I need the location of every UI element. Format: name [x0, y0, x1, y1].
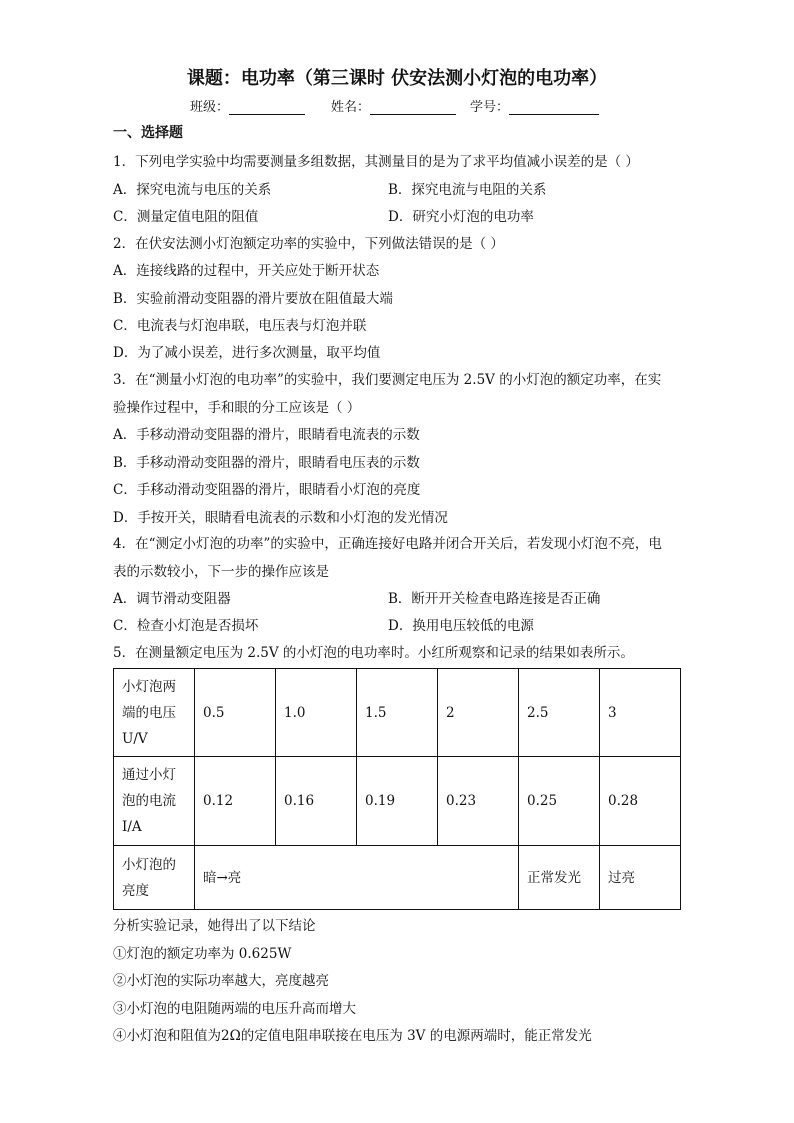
class-field: [190, 96, 305, 115]
name-blank: [370, 100, 456, 115]
voltage-header-line1: 小灯泡两: [122, 678, 176, 695]
voltage-cell: 1.0: [276, 669, 357, 757]
q5-conclusion-4: ④小灯泡和阻值为2Ω的定值电阻串联接在电压为 3V 的电源两端时，能正常发光: [113, 1028, 592, 1044]
voltage-header-line2: 端的电压: [122, 704, 176, 721]
class-label: 班级：: [190, 100, 230, 115]
q5-conclusion-3: ③小灯泡的电阻随两端的电压升高而增大: [113, 1001, 356, 1017]
name-label: 姓名：: [331, 100, 371, 115]
current-header-line2: 泡的电流: [122, 793, 176, 809]
brightness-header: [114, 846, 195, 910]
current-cell: 0.16: [276, 757, 357, 846]
table-row-voltage: [114, 669, 681, 757]
q3-option-b: B．手移动滑动变阻器的滑片，眼睛看电压表的示数: [113, 455, 420, 471]
voltage-cell: 2.5: [519, 669, 600, 757]
q1-option-c: C．测量定值电阻的阻值: [113, 209, 259, 225]
current-cell: 0.28: [600, 757, 681, 846]
q4-option-d: D．换用电压较低的电源: [388, 618, 534, 634]
voltage-header-line3: U/V: [122, 730, 148, 747]
name-field: [331, 96, 456, 115]
q5-conclusion-2: ②小灯泡的实际功率越大，亮度越亮: [113, 973, 329, 989]
q5-conclusion-1: ①灯泡的额定功率为 0.625W: [113, 946, 292, 962]
q3-option-c: C．手移动滑动变阻器的滑片，眼睛看小灯泡的亮度: [113, 482, 421, 498]
q1-option-a: A．探究电流与电压的关系: [113, 182, 272, 198]
brightness-over-cell: 过亮: [600, 846, 681, 910]
q1-option-d: D．研究小灯泡的电功率: [388, 209, 534, 225]
number-label: 学号：: [470, 100, 510, 115]
table-row-brightness: [114, 846, 681, 910]
q1-option-b: B．探究电流与电阻的关系: [388, 182, 547, 198]
number-field: [470, 96, 599, 115]
voltage-cell: 3: [600, 669, 681, 757]
current-cell: 0.19: [357, 757, 438, 846]
voltage-header: [114, 669, 195, 757]
q1-stem: 1．下列电学实验中均需要测量多组数据，其测量目的是为了求平均值减小误差的是（ ）: [113, 154, 639, 170]
q4-stem-line2: 表的示数较小，下一步的操作应该是: [113, 564, 329, 580]
page-title: 课题：电功率（第三课时 伏安法测小灯泡的电功率）: [186, 68, 608, 89]
voltage-cell: 2: [438, 669, 519, 757]
current-header-line3: I/A: [122, 819, 142, 835]
voltage-cell: 0.5: [195, 669, 276, 757]
q3-option-d: D．手按开关，眼睛看电流表的示数和小灯泡的发光情况: [113, 510, 448, 526]
q2-option-b: B．实验前滑动变阻器的滑片要放在阻值最大端: [113, 291, 393, 307]
q2-option-d: D．为了减小误差，进行多次测量，取平均值: [113, 345, 381, 361]
voltage-cell: 1.5: [357, 669, 438, 757]
current-cell: 0.25: [519, 757, 600, 846]
q2-option-c: C．电流表与灯泡串联，电压表与灯泡并联: [113, 318, 367, 334]
q3-option-a: A．手移动滑动变阻器的滑片，眼睛看电流表的示数: [113, 427, 420, 443]
current-cell: 0.23: [438, 757, 519, 846]
brightness-normal-cell: 正常发光: [519, 846, 600, 910]
q3-stem-line2: 验操作过程中，手和眼的分工应该是（ ）: [113, 400, 361, 416]
q4-option-a: A．调节滑动变阻器: [113, 591, 231, 607]
section-title: 一、选择题: [113, 125, 183, 141]
q3-stem-line1: 3．在“测量小灯泡的电功率”的实验中，我们要测定电压为 2.5V 的小灯泡的额定功率，在实: [113, 372, 662, 388]
brightness-header-line1: 小灯泡的: [122, 856, 176, 873]
q5-stem: 5．在测量额定电压为 2.5V 的小灯泡的电功率时。小红所观察和记录的结果如表所示。: [113, 645, 634, 661]
table-row-current: [114, 757, 681, 846]
current-header: [114, 757, 195, 846]
q4-option-c: C．检查小灯泡是否损坏: [113, 618, 259, 634]
q4-stem-line1: 4．在“测定小灯泡的功率”的实验中，正确连接好电路并闭合开关后，若发现小灯泡不亮，电: [113, 536, 662, 552]
q2-option-a: A．连接线路的过程中，开关应处于断开状态: [113, 263, 380, 279]
current-header-line1: 通过小灯: [122, 767, 176, 783]
current-cell: 0.12: [195, 757, 276, 846]
brightness-header-line2: 亮度: [122, 882, 149, 899]
q4-option-b: B．断开开关检查电路连接是否正确: [388, 591, 601, 607]
number-blank: [509, 100, 599, 115]
q2-stem: 2．在伏安法测小灯泡额定功率的实验中，下列做法错误的是（ ）: [113, 236, 504, 252]
class-blank: [229, 100, 305, 115]
brightness-range-cell: 暗→亮: [195, 846, 519, 910]
data-table: [113, 668, 681, 910]
q5-analysis: 分析实验记录，她得出了以下结论: [113, 918, 316, 934]
